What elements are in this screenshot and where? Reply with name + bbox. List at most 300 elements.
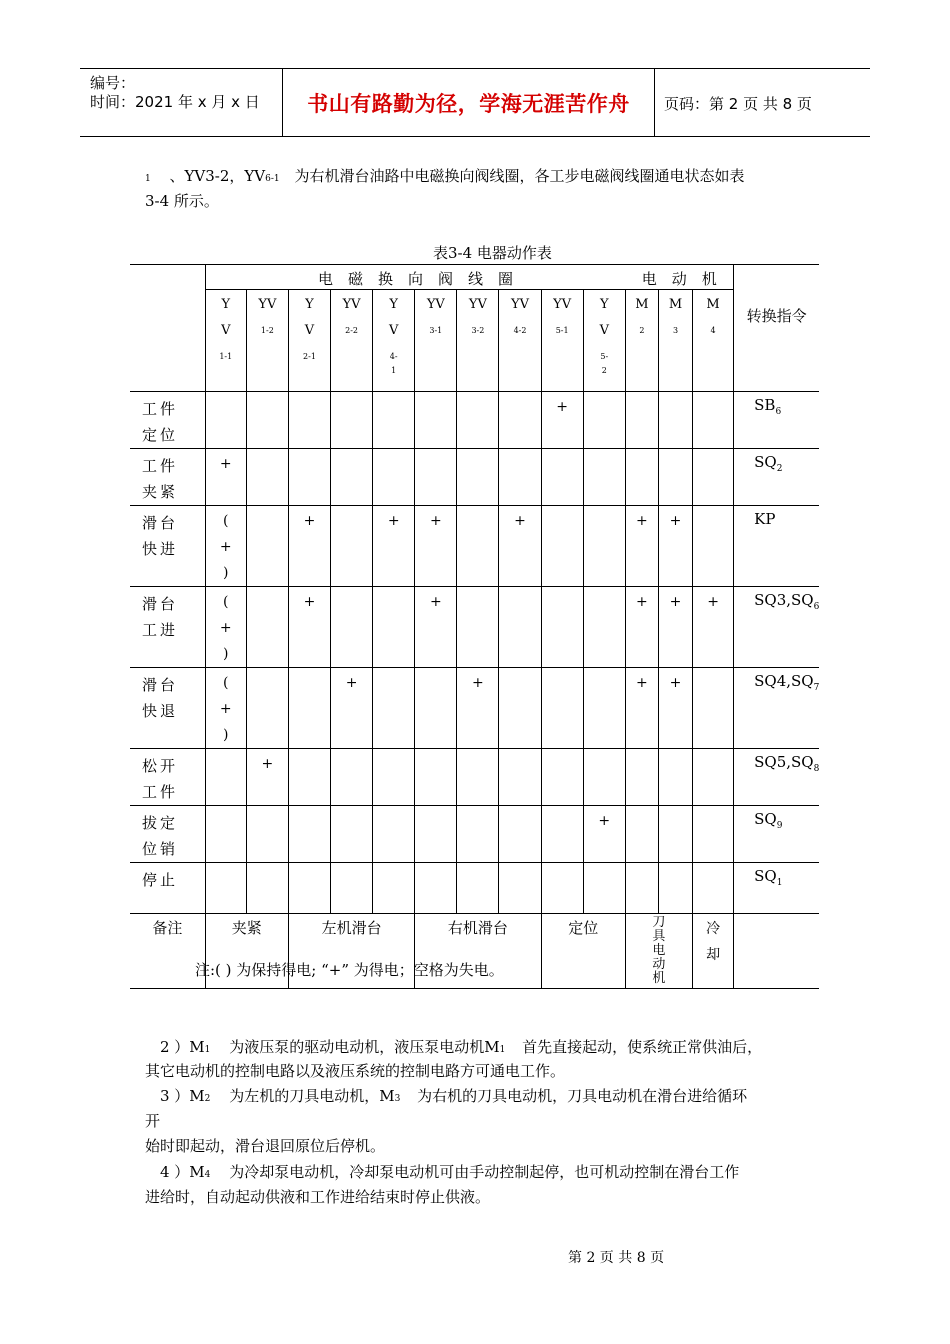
- mark: +: [303, 513, 316, 529]
- row-label: 滑台快退: [142, 676, 179, 720]
- mark-cell: [541, 668, 583, 749]
- corner-cell: [130, 265, 205, 392]
- mark-cell: [541, 449, 583, 506]
- command: $SQ4,SQ_7$: [754, 672, 820, 693]
- mark-cell: [625, 506, 658, 587]
- mark-cell: [205, 449, 246, 506]
- mark: [584, 392, 625, 394]
- mark-cell: [499, 506, 541, 587]
- mark: [693, 449, 733, 451]
- mark: [331, 749, 372, 751]
- column-header-sub: 1-2: [260, 326, 274, 335]
- footer-cooling: 冷 却: [693, 914, 734, 989]
- mark: [499, 749, 540, 751]
- column-header-main: YV: [342, 297, 361, 312]
- column-header-9: [541, 290, 583, 392]
- column-header-sub: 2-2: [345, 326, 359, 335]
- command: $SQ5,SQ_8$: [754, 753, 820, 774]
- header-row-columns: [130, 290, 819, 392]
- mark-cell: [415, 506, 457, 587]
- mark-cell: [658, 668, 692, 749]
- mark-cell: [205, 806, 246, 863]
- mark-cell: [625, 668, 658, 749]
- column-header-main: Y V: [304, 297, 315, 338]
- mark: [499, 449, 540, 451]
- mark: [584, 863, 625, 865]
- valve-group-header: 电 磁 换 向 阀 线 圈: [205, 265, 625, 290]
- row-label: 工件定位: [142, 400, 179, 444]
- mark-cell: [415, 392, 457, 449]
- mark-cell: [288, 749, 330, 806]
- table-row: [130, 506, 819, 587]
- mark: +: [636, 513, 648, 529]
- mark-cell: [541, 806, 583, 863]
- mark: [457, 449, 498, 451]
- mark-cell: [658, 587, 692, 668]
- mark-cell: [415, 863, 457, 914]
- mark-cell: [205, 863, 246, 914]
- footer-tool-motor: 刀 具 电 动 机: [625, 914, 692, 989]
- number-label: 编号：: [90, 74, 136, 92]
- mark: [331, 506, 372, 508]
- table-row: [130, 668, 819, 749]
- mark: +: [669, 594, 682, 610]
- column-header-sub: 4: [710, 326, 716, 335]
- mark-cell: [205, 392, 246, 449]
- mark-cell: [583, 749, 625, 806]
- mark-cell: [246, 449, 288, 506]
- row-label-cell: [130, 392, 205, 449]
- mark-cell: [246, 392, 288, 449]
- mark: [457, 806, 498, 808]
- intro-line-1: [145, 164, 744, 191]
- command-cell: [734, 863, 819, 914]
- mark: [373, 863, 414, 865]
- mark-cell: [288, 506, 330, 587]
- column-header-sub: 4- 1: [389, 352, 398, 375]
- mark-cell: [583, 668, 625, 749]
- mark: [659, 449, 692, 451]
- mark: [289, 392, 330, 394]
- mark-cell: [457, 668, 499, 749]
- mark: [542, 506, 583, 508]
- mark-cell: [373, 506, 415, 587]
- mark-cell: [373, 392, 415, 449]
- mark-cell: [499, 806, 541, 863]
- mark: +: [514, 513, 526, 529]
- mark: [659, 863, 692, 865]
- mark: [331, 449, 372, 451]
- column-header-sub: 2-1: [303, 352, 316, 361]
- mark: +: [345, 675, 358, 691]
- motto: 书山有路勤为径，学海无涯苦作舟: [307, 91, 630, 116]
- mark: [499, 668, 540, 670]
- mark: [206, 806, 246, 808]
- mark-cell: [373, 668, 415, 749]
- mark: [499, 806, 540, 808]
- mark: [693, 668, 733, 670]
- column-header-sub: 3-1: [429, 326, 443, 335]
- mark: +: [429, 513, 442, 529]
- mark-cell: [246, 587, 288, 668]
- mark: [289, 749, 330, 751]
- command-cell: [734, 392, 819, 449]
- header-row-groups: [130, 265, 819, 290]
- mark-cell: [373, 806, 415, 863]
- mark-cell: [457, 449, 499, 506]
- mark-cell: [541, 863, 583, 914]
- mark-cell: [373, 863, 415, 914]
- intro-prefix: 1: [145, 174, 151, 184]
- command-cell: [734, 506, 819, 587]
- mark: [542, 863, 583, 865]
- mark-cell: [693, 806, 734, 863]
- mark: [693, 749, 733, 751]
- mark-cell: [541, 392, 583, 449]
- mark-cell: [457, 863, 499, 914]
- mark: [659, 806, 692, 808]
- mark-cell: [457, 749, 499, 806]
- mark-cell: [205, 749, 246, 806]
- column-header-sub: 2: [639, 326, 645, 335]
- mark: [247, 863, 288, 865]
- mark: [626, 806, 658, 808]
- command: $SQ_9$: [754, 810, 783, 831]
- intro-text-b: 为右机滑台油路中电磁换向阀线圈，各工步电磁阀线圈通电状态如表: [294, 167, 745, 185]
- table-title: 表3-4 电器动作表: [433, 244, 552, 262]
- mark: +: [387, 513, 400, 529]
- mark-cell: [288, 806, 330, 863]
- mark-cell: [288, 587, 330, 668]
- mark: [693, 506, 733, 508]
- mark-cell: [499, 449, 541, 506]
- mark-cell: [457, 587, 499, 668]
- footer-clamp: 夹紧: [205, 914, 288, 989]
- mark-cell: [658, 506, 692, 587]
- electrical-action-table: [130, 264, 819, 989]
- mark: [331, 863, 372, 865]
- mark-cell: [499, 392, 541, 449]
- mark: [542, 449, 583, 451]
- row-label-cell: [130, 449, 205, 506]
- mark-cell: [583, 392, 625, 449]
- mark: [542, 749, 583, 751]
- mark: [247, 668, 288, 670]
- page-header: [80, 68, 870, 137]
- mark-cell: [625, 392, 658, 449]
- mark: +: [261, 756, 274, 772]
- mark-cell: [246, 863, 288, 914]
- paragraph-2-line-1: 2 ）M1 为液压泵的驱动电动机，液压泵电动机M1 首先直接起动，使系统正常供油后，: [160, 1038, 763, 1056]
- mark: +: [429, 594, 442, 610]
- mark: [659, 392, 692, 394]
- column-header-main: YV: [426, 297, 445, 312]
- mark: +: [669, 513, 682, 529]
- mark-cell: [457, 392, 499, 449]
- column-header-sub: 3: [672, 326, 679, 335]
- mark-cell: [658, 392, 692, 449]
- mark: +: [636, 594, 648, 610]
- paragraph-4-line-1: 4 ）M4 为冷却泵电动机，冷却泵电动机可由手动控制起停，也可机动控制在滑台工作: [160, 1163, 740, 1181]
- paragraph-3-line-1: 3 ）M2 为左机的刀具电动机，M3 为右机的刀具电动机，刀具电动机在滑台进给循环: [160, 1087, 748, 1105]
- row-label: 滑台快进: [142, 514, 179, 558]
- mark-cell: [693, 749, 734, 806]
- table-note: 注:( ) 为保持得电; “+” 为得电；空格为失电。: [195, 961, 504, 979]
- mark-cell: [331, 863, 373, 914]
- mark: [289, 668, 330, 670]
- intro-sub: 6-1: [265, 174, 280, 184]
- column-header-1: [205, 290, 246, 392]
- mark-cell: [415, 668, 457, 749]
- column-header-sub: 4-2: [513, 326, 527, 335]
- mark-cell: [415, 449, 457, 506]
- table-row: [130, 806, 819, 863]
- column-header-2: [246, 290, 288, 392]
- mark: +: [472, 675, 484, 691]
- mark: [373, 392, 414, 394]
- column-header-main: YV: [258, 297, 277, 312]
- mark: [693, 392, 733, 394]
- header-meta: [80, 69, 283, 136]
- row-label: 停止: [142, 871, 179, 889]
- table-row: [130, 449, 819, 506]
- mark: [499, 392, 540, 394]
- column-header-12: [658, 290, 692, 392]
- column-header-main: YV: [468, 297, 487, 312]
- mark-cell: [583, 506, 625, 587]
- mark-cell: [499, 668, 541, 749]
- column-header-main: Y V: [599, 297, 609, 338]
- mark: [457, 587, 498, 589]
- mark-cell: [693, 392, 734, 449]
- column-header-main: M: [668, 297, 683, 312]
- mark: [457, 749, 498, 751]
- time-label: 时间：2021 年 x 月 x 日: [90, 93, 260, 111]
- column-header-sub: 1-1: [219, 352, 233, 361]
- column-header-7: [457, 290, 499, 392]
- mark: [247, 392, 288, 394]
- mark-cell: [457, 806, 499, 863]
- column-header-main: Y V: [389, 297, 399, 338]
- command-cell: [734, 587, 819, 668]
- column-header-sub: 5-1: [555, 326, 569, 335]
- row-label-cell: [130, 506, 205, 587]
- column-header-main: M: [635, 297, 649, 312]
- command: $SQ_1$: [754, 867, 783, 888]
- row-label: 滑台工进: [142, 595, 179, 639]
- mark-cell: [288, 449, 330, 506]
- row-label-cell: [130, 749, 205, 806]
- mark-cell: [288, 392, 330, 449]
- mark: [542, 806, 583, 808]
- command: $SB_6$: [754, 396, 782, 417]
- mark: +: [669, 675, 682, 691]
- column-header-13: [693, 290, 734, 392]
- mark-cell: [205, 668, 246, 749]
- mark-cell: [331, 806, 373, 863]
- table-row: [130, 392, 819, 449]
- mark-cell: [331, 449, 373, 506]
- mark: [659, 749, 692, 751]
- command: $SQ3,SQ_6$: [754, 591, 820, 612]
- mark-cell: [415, 749, 457, 806]
- footer-label-cell: 备注: [130, 914, 205, 989]
- column-header-8: [499, 290, 541, 392]
- column-header-sub: 3-2: [471, 326, 485, 335]
- mark: ( + ): [219, 594, 232, 662]
- command-header: 转换指令: [734, 265, 819, 392]
- mark: [331, 392, 372, 394]
- mark-cell: [583, 587, 625, 668]
- table-row: [130, 587, 819, 668]
- mark-cell: [693, 863, 734, 914]
- mark-cell: [693, 449, 734, 506]
- column-header-6: [415, 290, 457, 392]
- mark: +: [636, 675, 648, 691]
- row-label-cell: [130, 863, 205, 914]
- command-cell: [734, 749, 819, 806]
- mark-cell: [625, 449, 658, 506]
- column-header-10: [583, 290, 625, 392]
- mark: [584, 587, 625, 589]
- column-header-sub: 5- 2: [600, 352, 609, 375]
- mark: [457, 392, 498, 394]
- mark: +: [219, 456, 232, 472]
- mark: [584, 668, 625, 670]
- paragraph-3-line-3: 始时即起动，滑台退回原位后停机。: [145, 1137, 386, 1155]
- mark: [206, 863, 246, 865]
- header-motto-cell: [283, 69, 655, 136]
- mark: [457, 506, 498, 508]
- mark-cell: [541, 587, 583, 668]
- column-header-main: Y V: [221, 297, 231, 338]
- column-header-main: M: [706, 297, 720, 312]
- mark: [373, 587, 414, 589]
- paragraph-3-line-2: 开: [145, 1112, 161, 1130]
- mark-cell: [331, 392, 373, 449]
- mark: [206, 392, 246, 394]
- mark-cell: [373, 749, 415, 806]
- mark: [693, 863, 733, 865]
- page-number: 第 2 页 共 8 页: [568, 1250, 665, 1266]
- mark: [415, 668, 456, 670]
- mark-cell: [499, 863, 541, 914]
- footer-right-slide: 右机滑台: [415, 914, 541, 989]
- mark: [499, 587, 540, 589]
- mark: [206, 749, 246, 751]
- table-row: [130, 863, 819, 914]
- column-header-4: [331, 290, 373, 392]
- mark: [499, 863, 540, 865]
- mark-cell: [205, 587, 246, 668]
- mark-cell: [457, 506, 499, 587]
- intro-line-2: 3-4 所示。: [145, 192, 219, 210]
- mark: [457, 863, 498, 865]
- mark: [247, 506, 288, 508]
- mark: +: [707, 594, 719, 610]
- paragraph-4-line-2: 进给时，自动起动供液和工作进给结束时停止供液。: [145, 1188, 491, 1206]
- mark: +: [303, 594, 316, 610]
- mark: +: [556, 399, 568, 415]
- row-label-cell: [130, 587, 205, 668]
- footer-empty: [734, 914, 819, 989]
- mark: [247, 449, 288, 451]
- mark-cell: [331, 668, 373, 749]
- mark: [415, 749, 456, 751]
- mark-cell: [331, 506, 373, 587]
- mark: ( + ): [219, 675, 232, 743]
- column-header-main: YV: [553, 297, 572, 312]
- command: KP: [754, 510, 776, 528]
- mark-cell: [658, 806, 692, 863]
- mark: ( + ): [219, 513, 232, 581]
- mark: [373, 668, 414, 670]
- mark: [415, 863, 456, 865]
- mark-cell: [499, 749, 541, 806]
- column-header-3: [288, 290, 330, 392]
- row-label-cell: [130, 806, 205, 863]
- row-label: 松开工件: [142, 757, 179, 801]
- mark: [331, 806, 372, 808]
- mark: [584, 449, 625, 451]
- mark-cell: [331, 749, 373, 806]
- mark-cell: [288, 668, 330, 749]
- column-header-main: YV: [511, 297, 530, 312]
- mark-cell: [246, 668, 288, 749]
- column-header-5: [373, 290, 415, 392]
- mark-cell: [693, 668, 734, 749]
- mark: [626, 863, 658, 865]
- paragraph-2-line-2: 其它电动机的控制电路以及液压系统的控制电路方可通电工作。: [145, 1062, 566, 1080]
- mark: [289, 449, 330, 451]
- mark-cell: [625, 749, 658, 806]
- page-label: 页码：第 2 页 共 8 页: [664, 95, 812, 113]
- mark: [289, 806, 330, 808]
- mark-cell: [373, 449, 415, 506]
- mark-cell: [625, 863, 658, 914]
- mark-cell: [415, 806, 457, 863]
- mark: +: [598, 813, 611, 829]
- mark-cell: [499, 587, 541, 668]
- mark: [289, 863, 330, 865]
- mark-cell: [288, 863, 330, 914]
- mark: [626, 392, 658, 394]
- mark: [247, 587, 288, 589]
- row-label: 工件夹紧: [142, 457, 179, 501]
- command-cell: [734, 449, 819, 506]
- mark: [331, 587, 372, 589]
- footer-left-slide: 左机滑台: [288, 914, 414, 989]
- mark: [373, 749, 414, 751]
- mark-cell: [205, 506, 246, 587]
- mark: [415, 392, 456, 394]
- mark-cell: [583, 449, 625, 506]
- command-cell: [734, 806, 819, 863]
- mark: [584, 506, 625, 508]
- column-header-11: [625, 290, 658, 392]
- intro-text-a: 、YV3-2，YV: [169, 167, 266, 185]
- mark-cell: [625, 806, 658, 863]
- mark: [626, 749, 658, 751]
- mark: [247, 806, 288, 808]
- mark: [373, 449, 414, 451]
- row-label-cell: [130, 668, 205, 749]
- footer-position: 定位: [541, 914, 625, 989]
- mark-cell: [373, 587, 415, 668]
- mark: [415, 449, 456, 451]
- mark: [415, 806, 456, 808]
- table-row: [130, 749, 819, 806]
